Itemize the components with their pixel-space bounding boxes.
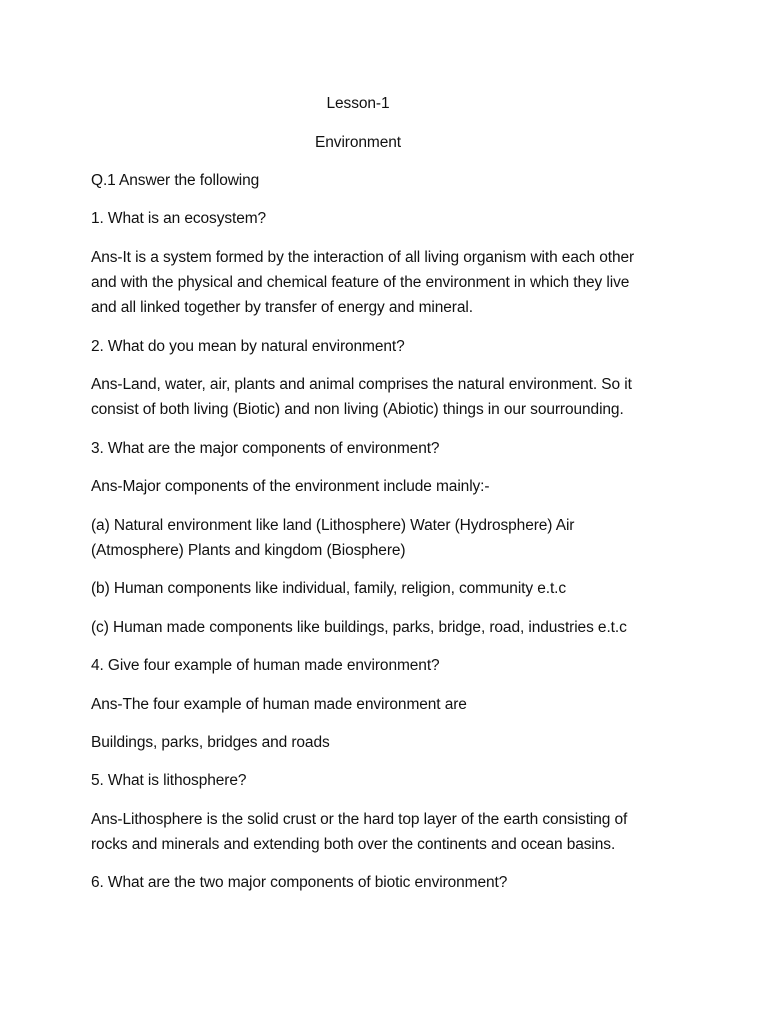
answer-5-line: rocks and minerals and extending both over the continents and ocean basins. [91, 836, 616, 853]
section-heading: Q.1 Answer the following [91, 172, 260, 189]
answer-3-intro: Ans-Major components of the environment include mainly:- [91, 478, 490, 495]
question-6: 6. What are the two major components of biotic environment? [91, 874, 508, 891]
question-3: 3. What are the major components of environment? [91, 440, 440, 457]
answer-3-item-a: (a) Natural environment like land (Lithosphere) Water (Hydrosphere) Air [91, 517, 575, 534]
question-1: 1. What is an ecosystem? [91, 210, 267, 227]
question-2: 2. What do you mean by natural environment? [91, 338, 405, 355]
answer-5-line: Ans-Lithosphere is the solid crust or the hard top layer of the earth consisting of [91, 811, 628, 828]
question-5: 5. What is lithosphere? [91, 772, 247, 789]
answer-4-intro: Ans-The four example of human made environment are [91, 696, 467, 713]
answer-4-list: Buildings, parks, bridges and roads [91, 734, 330, 751]
answer-1-line: Ans-It is a system formed by the interaction of all living organism with each other [91, 249, 635, 266]
answer-3-item-a: (Atmosphere) Plants and kingdom (Biosphere) [91, 542, 406, 559]
answer-2-line: consist of both living (Biotic) and non living (Abiotic) things in our sourrounding. [91, 401, 624, 418]
question-4: 4. Give four example of human made environment? [91, 657, 440, 674]
answer-1-line: and all linked together by transfer of energy and mineral. [91, 299, 473, 316]
answer-1-line: and with the physical and chemical feature of the environment in which they live [91, 274, 630, 291]
lesson-subtitle: Environment [315, 134, 401, 151]
answer-3-item-c: (c) Human made components like buildings, parks, bridge, road, industries e.t.c [91, 619, 627, 636]
answer-2-line: Ans-Land, water, air, plants and animal comprises the natural environment. So it [91, 376, 632, 393]
lesson-title: Lesson-1 [326, 95, 390, 112]
answer-3-item-b: (b) Human components like individual, family, religion, community e.t.c [91, 580, 567, 597]
